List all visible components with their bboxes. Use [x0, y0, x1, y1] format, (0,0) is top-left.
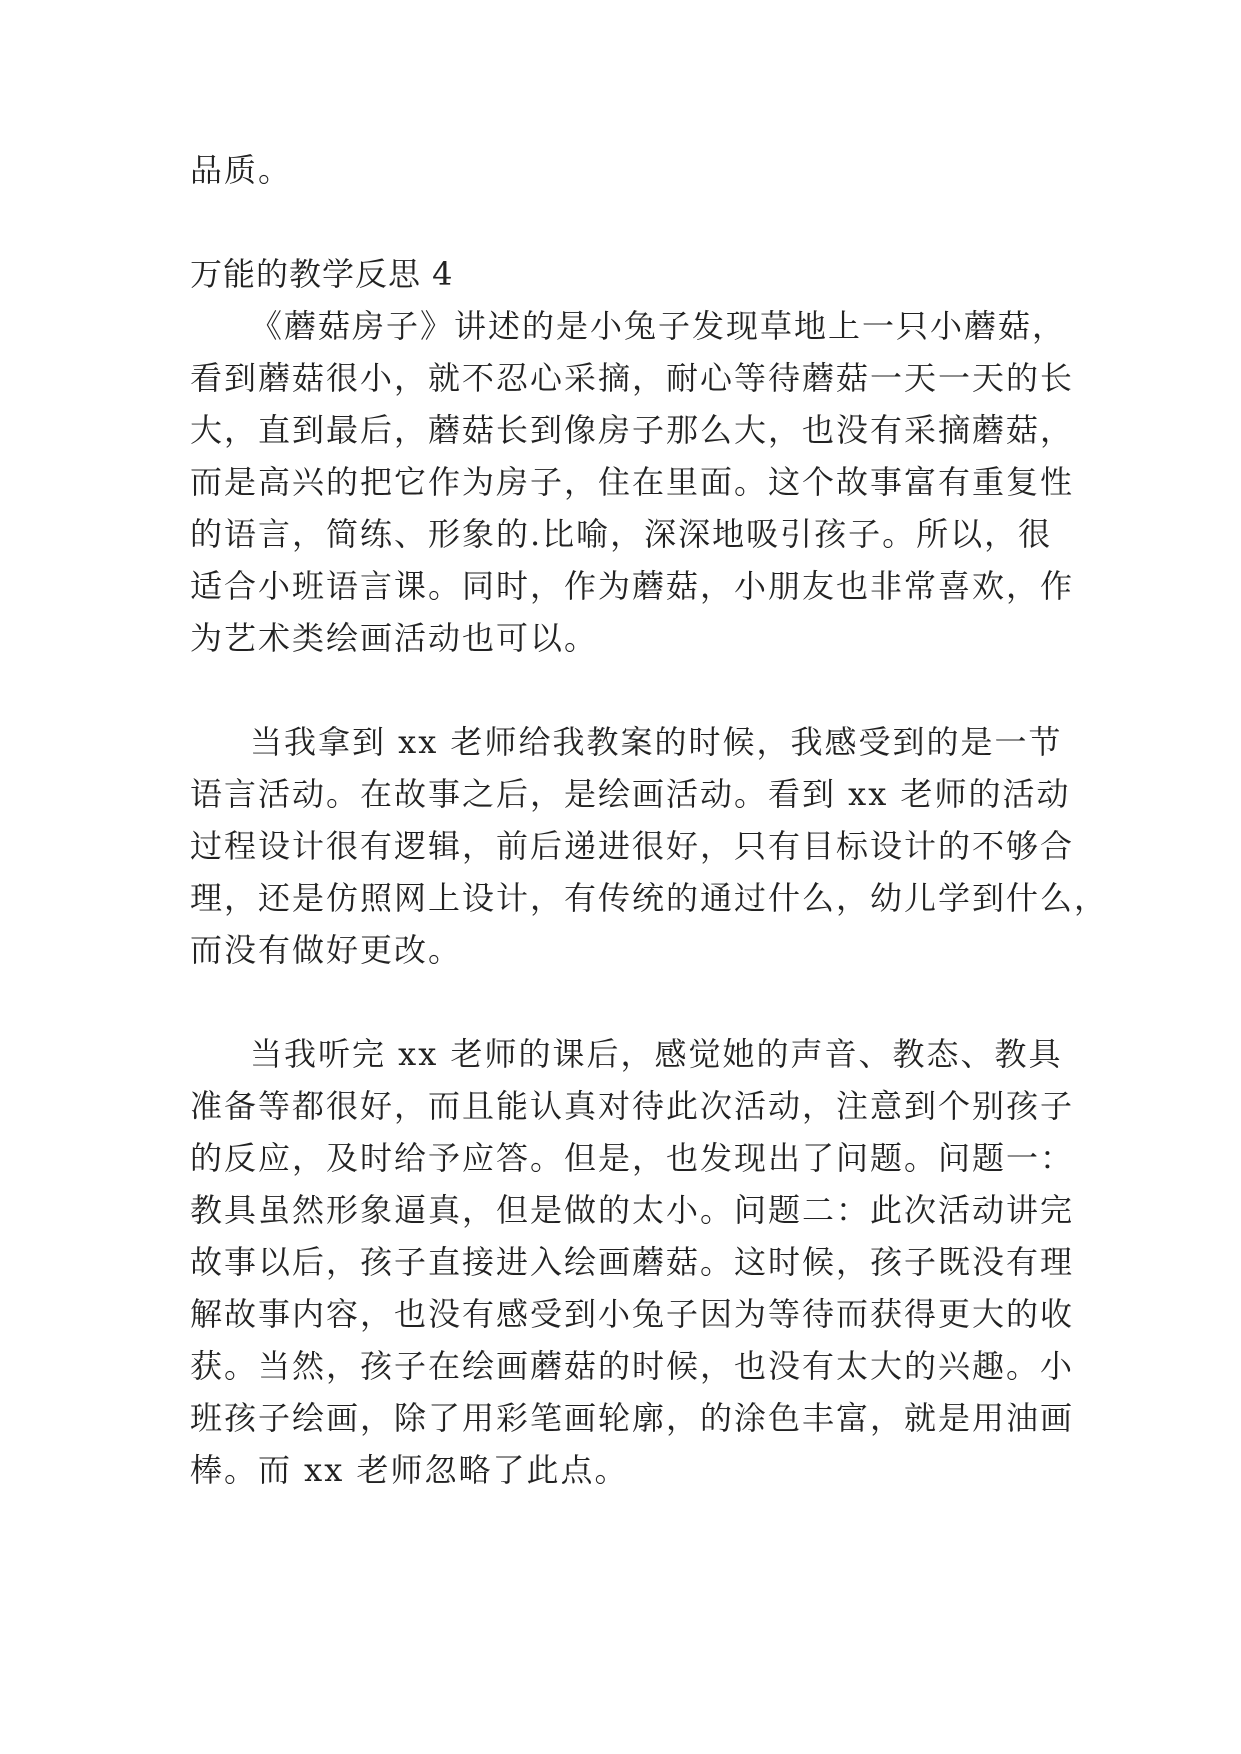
paragraph-3-line-8: 班孩子绘画，除了用彩笔画轮廓，的涂色丰富，就是用油画 — [190, 1399, 1075, 1437]
paragraph-3-line-3: 的反应，及时给予应答。但是，也发现出了问题。问题一： — [190, 1139, 1075, 1177]
paragraph-2-line-2: 语言活动。在故事之后，是绘画活动。看到 xx 老师的活动 — [190, 775, 1071, 813]
paragraph-3-line-1: 当我听完 xx 老师的课后，感觉她的声音、教态、教具 — [250, 1035, 1063, 1073]
paragraph-1-line-7: 为艺术类绘画活动也可以。 — [190, 619, 599, 657]
paragraph-2-line-3: 过程设计很有逻辑，前后递进很好，只有目标设计的不够合 — [190, 827, 1075, 865]
paragraph-3-line-9: 棒。而 xx 老师忽略了此点。 — [190, 1451, 629, 1489]
paragraph-2-line-5: 而没有做好更改。 — [190, 931, 463, 969]
continuation-text: 品质。 — [190, 151, 293, 189]
paragraph-3-line-4: 教具虽然形象逼真，但是做的太小。问题二：此次活动讲完 — [190, 1191, 1075, 1229]
paragraph-1-line-6: 适合小班语言课。同时，作为蘑菇，小朋友也非常喜欢，作 — [190, 567, 1075, 605]
paragraph-1-line-5: 的语言，简练、形象的.比喻，深深地吸引孩子。所以，很 — [190, 515, 1053, 553]
paragraph-1-line-1: 《蘑菇房子》讲述的是小兔子发现草地上一只小蘑菇， — [250, 307, 1067, 345]
paragraph-3-line-6: 解故事内容，也没有感受到小兔子因为等待而获得更大的收 — [190, 1295, 1075, 1333]
section-title: 万能的教学反思 4 — [190, 255, 454, 293]
paragraph-1-line-4: 而是高兴的把它作为房子，住在里面。这个故事富有重复性 — [190, 463, 1075, 501]
paragraph-2-line-1: 当我拿到 xx 老师给我教案的时候，我感受到的是一节 — [250, 723, 1063, 761]
paragraph-2-line-4: 理，还是仿照网上设计，有传统的通过什么，幼儿学到什么， — [190, 879, 1109, 917]
paragraph-3-line-7: 获。当然，孩子在绘画蘑菇的时候，也没有太大的兴趣。小 — [190, 1347, 1075, 1385]
paragraph-1-line-3: 大，直到最后，蘑菇长到像房子那么大，也没有采摘蘑菇， — [190, 411, 1075, 449]
paragraph-3-line-2: 准备等都很好，而且能认真对待此次活动，注意到个别孩子 — [190, 1087, 1075, 1125]
paragraph-1-line-2: 看到蘑菇很小，就不忍心采摘，耐心等待蘑菇一天一天的长 — [190, 359, 1075, 397]
paragraph-3-line-5: 故事以后，孩子直接进入绘画蘑菇。这时候，孩子既没有理 — [190, 1243, 1075, 1281]
